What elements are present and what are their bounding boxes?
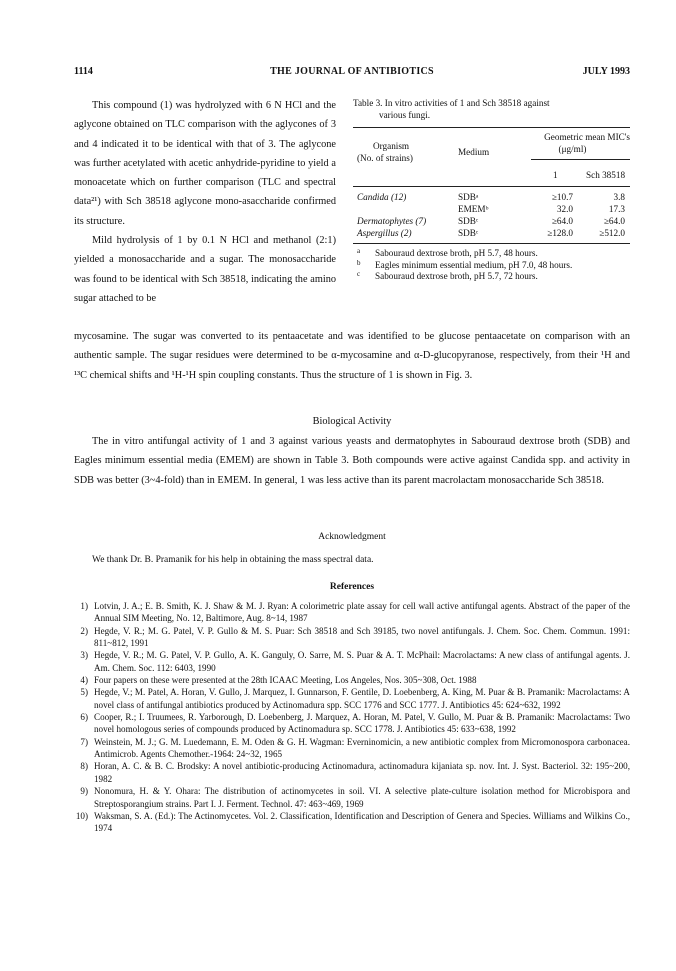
list-item: 8) Horan, A. C. & B. C. Brodsky: A novel antibiotic-producing Actinomadura, actinomadura kijaniata sp. nov. Int. J. Syst. Bacteriol. 32: 195~200, 1982	[80, 761, 630, 784]
list-item: 2) Hegde, V. R.; M. G. Patel, V. P. Gullo & M. S. Puar: Sch 38518 and Sch 39185, two novel antifungals. J. Chem. Soc. Chem. Commun. 1991: 811~812, 1991	[80, 625, 630, 649]
section-heading-references: References	[329, 582, 375, 592]
page-number: 1114	[74, 66, 93, 77]
table-caption: Table 3. In vitro activities of 1 and Sch 38518 against various fungi.	[353, 98, 550, 120]
table-3	[353, 97, 630, 283]
paragraph-hydrolysis: This compound (1) was hydrolyzed with 6 N HCl and the aglycone obtained on TLC comparison with the aglycones of 3 and 4 indicated it to be identical with that of 3. The aglycone was further acetylated with acetic anhydride-pyridine to yield a monoacetate which on further comparison (TLC and spectral data²¹) with Sch 38518 aglycone mono-asaccharide confirmed its structure.	[74, 100, 336, 227]
section-heading-biological-activity: Biological Activity	[312, 416, 392, 427]
list-item: 9) Nonomura, H. & Y. Ohara: The distribution of actinomycetes in soil. VI. A selective plate-culture isolation method for Microbispora and Streptosporangium strains. Part I. J. Ferment. Technol. 47: 463~469, 1969	[80, 786, 630, 809]
table-row: EMEMᵇ 32.0 17.3	[458, 204, 625, 214]
table-footnote: c Sabouraud dextrose broth, pH 5.7, 72 hours.	[357, 270, 538, 281]
list-item: 4) Four papers on these were presented at the 28th ICAAC Meeting, Los Angeles, Nos. 305~308, Oct. 1988	[80, 675, 477, 686]
reference-list	[74, 600, 630, 835]
acknowledgment-text: We thank Dr. B. Pramanik for his help in obtaining the mass spectral data.	[92, 555, 374, 565]
table-row: Dermatophytes (7) SDBᶜ ≥64.0 ≥64.0	[357, 216, 625, 226]
table-row: Aspergillus (2) SDBᶜ ≥128.0 ≥512.0	[357, 228, 625, 238]
issue-date: JULY 1993	[582, 66, 630, 77]
left-column	[74, 96, 336, 308]
list-item: 5) Hegde, V.; M. Patel, A. Horan, V. Gullo, J. Marquez, I. Gunnarson, F. Gentile, D. Loebenberg, A. King, M. Puar & B. Pramanik: Macrolactams: A novel class of antifungal antibiotics produced by Actinomadura spp. SCC 1776 and SCC 1777. J. Antibiotics 45: 624~632, 1992	[80, 687, 630, 710]
section-heading-acknowledgment: Acknowledgment	[318, 532, 386, 542]
table-subheader: 1 Sch 38518	[553, 170, 626, 180]
list-item: 10) Waksman, S. A. (Ed.): The Actinomycetes. Vol. 2. Classification, Identification and Description of Genera and Species. Williams and Wilkins Co., 1974	[75, 810, 630, 834]
continued-paragraph: mycosamine. The sugar was converted to its pentaacetate and was identified to be glucose pentaacetate on comparison with an authentic sample. The sugar residues were determined to be α-mycosamine and α-D-glucopyranose, respectively, from their ¹H and ¹³C chemical shifts and ¹H-¹H spin coupling constants. Thus the structure of 1 is shown in Fig. 3.	[74, 331, 630, 381]
table-row: Candida (12) SDBᵃ ≥10.7 3.8	[357, 192, 625, 202]
list-item: 3) Hegde, V. R.; M. G. Patel, V. P. Gullo, A. K. Ganguly, O. Sarre, M. S. Puar & A. T. McPhail: Macrolactams: A new class of antifungal agents. J. Am. Chem. Soc. 112: 6403, 1990	[80, 650, 630, 673]
list-item: 1) Lotvin, J. A.; E. B. Smith, K. J. Shaw & M. J. Ryan: A colorimetric plate assay for cell wall active antifungal agents. Abstract of the paper of the Annual SIM Meeting, No. 12, Baltimore, Aug. 8~14, 1987	[80, 601, 630, 624]
table-header: Geometric mean MIC's (μg/ml) Organism (No. of strains) Medium	[357, 132, 630, 163]
journal-title: THE JOURNAL OF ANTIBIOTICS	[270, 66, 434, 77]
paragraph-mild-hydrolysis: Mild hydrolysis of 1 by 0.1 N HCl and methanol (2:1) yielded a monosaccharide and a sugar. The monosaccharide was found to be identical with Sch 38518, indicating the amino sugar attached to be	[74, 235, 336, 304]
table-footnote: b Eagles minimum essential medium, pH 7.0, 48 hours.	[357, 258, 573, 270]
biological-activity-paragraph: The in vitro antifungal activity of 1 and 3 against various yeasts and dermatophytes in Sabouraud dextrose broth (SDB) and Eagles minimum essential media (EMEM) are shown in Table 3. Both compounds were active against Candida spp. and activity in SDB was better (3~4-fold) than in EMEM. In general, 1 was less active than its parent macrolactam monosaccharide Sch 38518.	[74, 436, 630, 486]
list-item: 6) Cooper, R.; I. Truumees, R. Yarborough, D. Loebenberg, J. Marquez, A. Horan, M. Patel, V. Gullo, M. Puar & B. Pramanik: Macrolactams: Two novel homologous series of compounds produced by Actinomadura sp. SCC 1778. J. Antibiotics 45: 633~638, 1992	[80, 712, 630, 735]
table-footnote: a Sabouraud dextrose broth, pH 5.7, 48 hours.	[357, 247, 538, 258]
list-item: 7) Weinstein, M. J.; G. M. Luedemann, E. M. Oden & G. H. Wagman: Everninomicin, a new antibiotic complex from Micromonospora carbonacea. Antimicrob. Agents Chemother.-1964: 24~32, 1965	[80, 736, 630, 760]
running-header	[74, 66, 630, 82]
